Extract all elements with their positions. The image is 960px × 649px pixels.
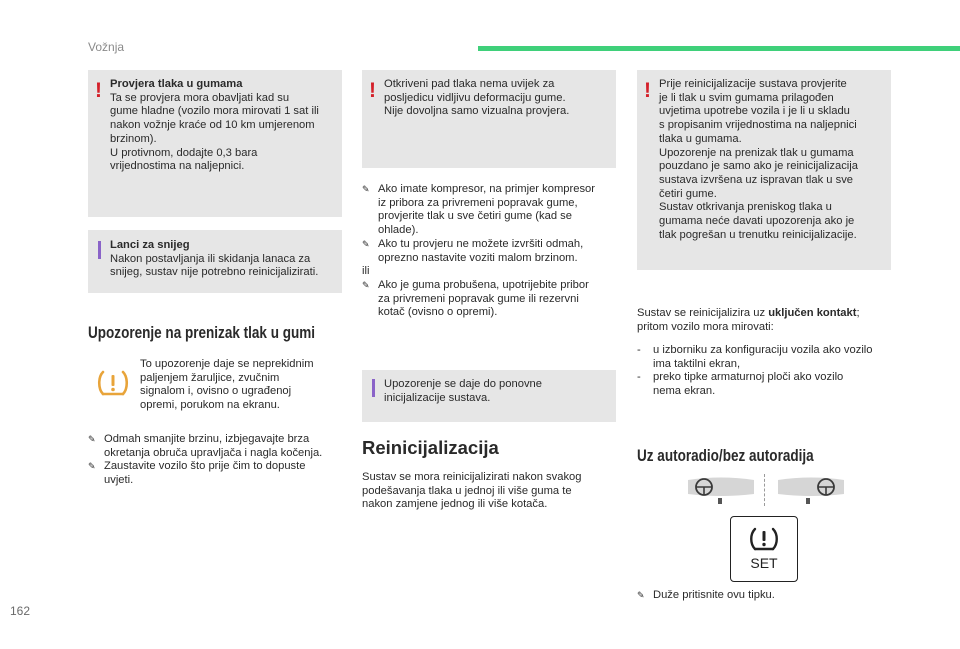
text-line: Ta se provjera mora obavljati kad su (110, 91, 290, 104)
text-line: pouzdano je samo ako je reinicijalizacija (659, 160, 858, 173)
list-item (88, 460, 348, 487)
info-bar-icon (372, 379, 375, 397)
text-line: brzinom). (110, 132, 157, 145)
text-line: četiri gume. (659, 187, 717, 200)
bullet-flag-icon: ✎ (362, 184, 370, 194)
text-line: tlak pogrešan u trenutku reinicijalizacije. (659, 228, 857, 241)
text-line: oprezno nastavite voziti malom brzinom. (378, 251, 578, 264)
dash-bullet: - (637, 371, 641, 384)
list-item (88, 433, 348, 460)
text-line: ohlade). (378, 224, 419, 237)
compressor-instructions (362, 183, 624, 320)
text-line: To upozorenje daje se neprekidnim (140, 358, 314, 370)
text-line: U protivnom, dodajte 0,3 bara (110, 146, 258, 159)
text-line: uvjetima upotrebe vozila i je li u skladu (659, 105, 850, 118)
set-button-label: SET (750, 555, 778, 571)
warning-exclamation-icon: ! (369, 79, 376, 102)
info-bar-icon (98, 241, 101, 259)
text-line: gumama neće davati upozorenja ako je (659, 215, 855, 228)
text-line: podešavanja tlaka u jednoj ili više guma te (362, 484, 572, 497)
illustration-divider (764, 474, 766, 506)
section-heading-autoradio: Uz autoradio/bez autoradija (637, 447, 814, 465)
text-line: Upozorenje na prenizak tlak u gumama (659, 146, 854, 159)
text-line: okretanja obruča upravljača i nagla kočenja. (104, 446, 323, 459)
text-line: nakon vožnje kraće od 10 km umjerenom (110, 119, 315, 132)
text-line: paljenjem žaruljice, zvučnim (140, 371, 280, 384)
text-line: inicijalizacije sustava. (384, 391, 491, 404)
text-line: s propisanim vrijednostima na naljepnici (659, 119, 857, 132)
warning-box-tire-check (88, 70, 342, 217)
text-line: Nakon postavljanja ili skidanja lanaca za (110, 252, 311, 265)
text-line: pritom vozilo mora mirovati: (637, 320, 774, 333)
text-line: Nije dovoljna samo vizualna provjera. (384, 105, 570, 118)
text-line: Ako imate kompresor, na primjer kompresor (378, 183, 595, 195)
instruction-list (88, 433, 348, 488)
list-item (637, 371, 899, 398)
bullet-flag-icon: ✎ (88, 461, 96, 472)
section-heading-reinitialization: Reinicijalizacija (362, 437, 499, 458)
list-item (362, 183, 624, 238)
text-line: za privremeni popravak gume ili rezervni (378, 292, 579, 305)
text-line: sustava izvršena uz ispravan tlak u sve (659, 173, 854, 186)
text-line: vrijednostima na naljepnici. (110, 160, 245, 173)
info-box-snow-chains (88, 230, 342, 293)
text-span: ; (856, 307, 860, 319)
warning-box-title: Provjera tlaka u gumama (110, 78, 243, 90)
warning-box-before-reinit (637, 70, 891, 270)
text-line: je li tlak u svim gumama prilagođen (659, 91, 834, 104)
dash-bullet: - (637, 344, 641, 356)
text-line: Ako je guma probušena, upotrijebite pribor (378, 278, 589, 291)
text-line: nema ekran. (653, 385, 716, 398)
bullet-flag-icon: ✎ (88, 434, 96, 444)
text-line: Upozorenje se daje do ponovne (384, 378, 542, 390)
bullet-flag-icon: ✎ (362, 238, 370, 249)
tire-pressure-warning-lamp-icon (96, 368, 130, 403)
text-line: Zaustavite vozilo što prije čim to dopuste (104, 460, 306, 473)
text-line: iz pribora za privremeni popravak gume, (378, 196, 578, 209)
text-line: Odmah smanjite brzinu, izbjegavajte brza (104, 433, 310, 445)
ignition-on-emphasis: uključen kontakt (768, 307, 857, 319)
text-line: Sustav otkrivanja preniskog tlaka u (659, 201, 832, 214)
text-line: posljedicu vidljivu deformaciju gume. (384, 91, 566, 104)
text-line: kotač (ovisno o opremi). (378, 306, 498, 319)
text-line: Otkriveni pad tlaka nema uvijek za (384, 78, 555, 90)
warning-exclamation-icon: ! (95, 79, 102, 102)
warning-box-deformation (362, 70, 616, 168)
warning-exclamation-icon: ! (644, 79, 651, 102)
list-item (362, 279, 624, 320)
or-text: ili (362, 265, 370, 278)
page-number: 162 (10, 604, 31, 618)
text-line: snijeg, sustav nije potrebno reinicijalizirati. (110, 266, 319, 279)
text-line: Duže pritisnite ovu tipku. (653, 589, 775, 601)
text-line: preko tipke armaturnoj ploči ako vozilo (653, 371, 844, 384)
text-line: uvjeti. (104, 474, 134, 487)
text-line: gume hladne (vozilo mora mirovati 1 sat ili (110, 105, 319, 118)
list-item (637, 589, 897, 603)
text-line: signalom i, ovisno o ugrađenoj (140, 385, 292, 398)
tire-pressure-icon (749, 526, 779, 552)
page-header-title: Vožnja (88, 40, 125, 54)
dashboard-steering-wheel-left-icon (686, 472, 756, 513)
info-box-reinit-warning (362, 370, 616, 422)
text-line: Sustav se mora reinicijalizirati nakon svakog (362, 471, 582, 483)
section-heading-low-pressure-warning: Upozorenje na prenizak tlak u gumi (88, 324, 316, 342)
text-line: Ako tu provjeru ne možete izvršiti odmah, (378, 237, 584, 250)
info-box-title: Lanci za snijeg (110, 239, 190, 251)
text-line: Prije reinicijalizacije sustava provjerite (659, 78, 847, 90)
text-line: opremi, porukom na ekranu. (140, 399, 280, 412)
reinit-methods-list (637, 344, 899, 399)
list-item (637, 344, 899, 371)
text-line (637, 307, 907, 321)
text-line: provjerite tlak u sve četiri gume (kad se (378, 210, 572, 223)
dashboard-steering-wheel-right-icon (776, 472, 846, 513)
text-line: ima taktilni ekran, (653, 357, 741, 370)
bullet-flag-icon: ✎ (362, 279, 370, 290)
header-accent-bar (478, 46, 960, 51)
bullet-flag-icon: ✎ (637, 590, 645, 600)
text-line: tlaka u gumama. (659, 132, 742, 145)
text-line: u izborniku za konfiguraciju vozila ako vozilo (653, 344, 873, 356)
text-line: nakon zamjene jednog ili više kotača. (362, 498, 548, 511)
text-span: Sustav se reinicijalizira uz (637, 307, 769, 319)
tpms-set-button[interactable] (730, 516, 798, 582)
list-item (362, 238, 624, 265)
